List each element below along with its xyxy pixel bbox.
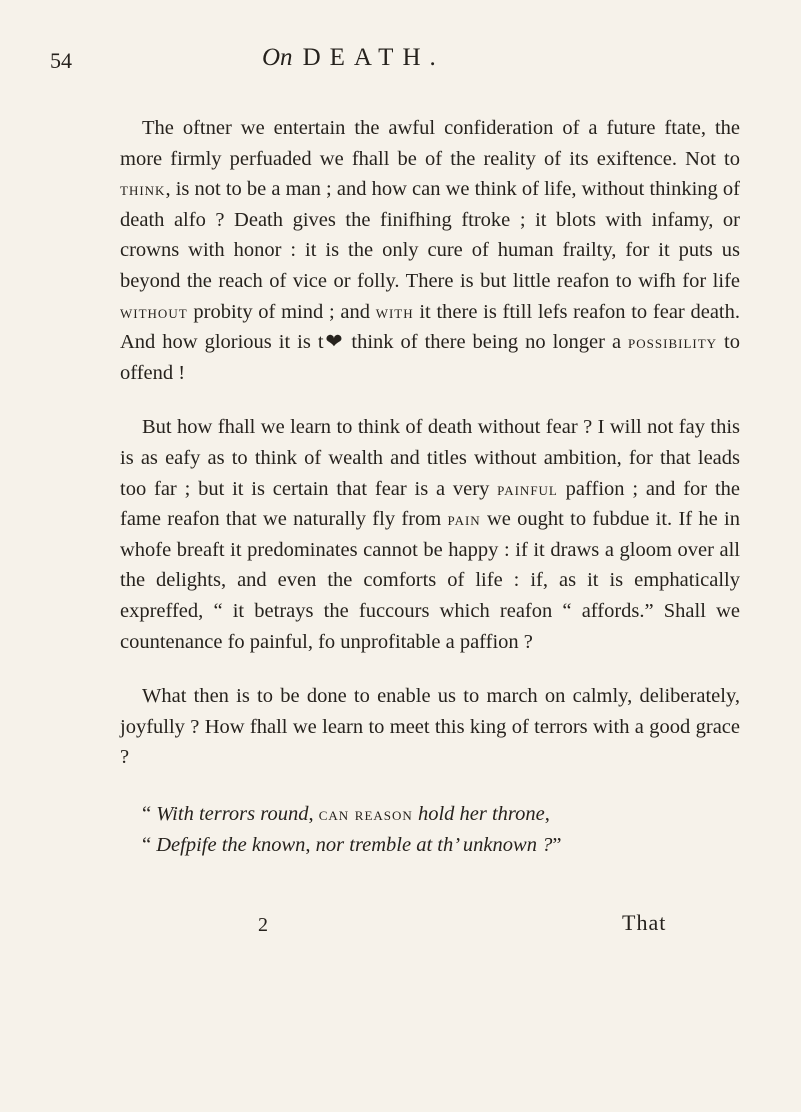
- text-run: it there is ftill lefs reafon to fear death. And how glorious it is t❤ think of there being no longer a: [120, 300, 740, 354]
- page-number: 54: [50, 48, 72, 73]
- text-run: to offend !: [120, 331, 740, 384]
- italic-run: nor tremble at th’ unknown ?: [315, 833, 553, 856]
- running-head-on: On: [262, 44, 293, 71]
- small-caps-run: painful: [497, 478, 558, 499]
- text-run: we ought to fubdue it. If he in whofe breaft it predominates cannot be happy : if it draws a gloom over all the delights, and even the comforts of life : if, as it is emphatically expreffed, “ it betrays the fuccours which reafon “ affords.” Shall we countenance fo painful, fo unprofitable a paffion ?: [120, 508, 740, 653]
- text-run: ”: [552, 833, 562, 856]
- small-caps-run: think: [120, 179, 166, 200]
- text-run: ,: [305, 833, 316, 856]
- running-head: [262, 44, 445, 72]
- small-caps-run: can reason: [318, 803, 413, 824]
- italic-run: hold her throne: [417, 802, 545, 825]
- text-run: “: [142, 833, 157, 856]
- italic-run: With terrors round: [156, 802, 309, 825]
- small-caps-run: possibility: [628, 332, 718, 353]
- running-head-title: DEATH.: [302, 44, 445, 71]
- body-text: [120, 113, 740, 861]
- page-footer: [0, 900, 801, 940]
- text-run: , is not to be a man ; and how can we think of life, without thinking of death alfo ? Death gives the finifhing ftroke ; it blots with infamy, or crowns with honor : it is the only cure of human frailty, for it puts us beyond the reach of vice or folly. There is but little reafon to wifh for life: [120, 178, 740, 292]
- small-caps-run: without: [120, 301, 188, 322]
- text-run: probity of mind ; and: [187, 300, 376, 323]
- text-run: ,: [544, 802, 550, 825]
- small-caps-run: pain: [447, 509, 481, 530]
- text-run: The oftner we entertain the awful confideration of a future ftate, the more firmly perfuaded we fhall be of the reality of its exiftence. Not to: [120, 117, 740, 170]
- text-run: paffion ; and for the fame reafon that we naturally fly from: [120, 477, 740, 531]
- paragraph: [120, 412, 740, 657]
- verse-line: [120, 830, 740, 861]
- signature-mark: 2: [258, 914, 268, 936]
- page-header: [0, 30, 801, 80]
- catchword: That: [622, 910, 667, 935]
- verse-line: [120, 799, 740, 830]
- verse-quotation: [120, 799, 740, 861]
- text-run: What then is to be done to enable us to march on calmly, deliberately, joyfully ? How fhall we learn to meet this king of terrors with a good grace ?: [120, 685, 740, 769]
- paragraph: [120, 681, 740, 773]
- italic-run: Defpife the known: [156, 833, 306, 856]
- paragraph: [120, 113, 740, 388]
- small-caps-run: with: [375, 301, 414, 322]
- text-run: But how fhall we learn to think of death without fear ? I will not fay this is as eafy as to think of wealth and titles without ambition, for that leads too far ; but it is certain that fear is a very: [120, 416, 740, 500]
- text-run: ,: [308, 802, 319, 825]
- text-run: “: [142, 802, 157, 825]
